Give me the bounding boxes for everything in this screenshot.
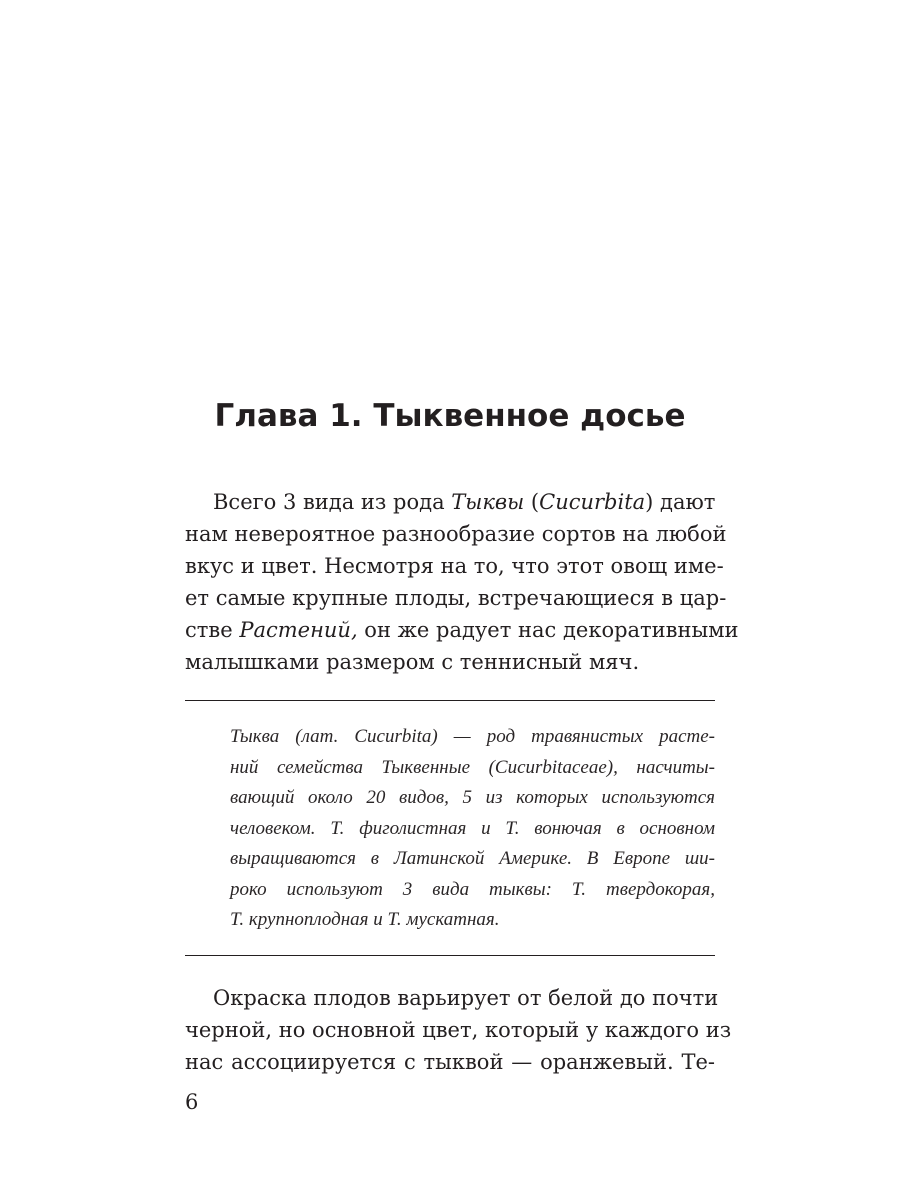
note-top-rule — [185, 700, 715, 701]
intro-line: вкус и цвет. Несмотря на то, что этот овощ име- — [185, 554, 724, 578]
chapter-title: Глава 1. Тыквенное досье — [214, 398, 686, 434]
note-line: роко используют 3 вида тыквы: Т. твердокорая, — [230, 878, 715, 900]
note-line: вающий около 20 видов, 5 из которых используются — [230, 787, 715, 808]
intro-line: стве Растений, он же радует нас декоративными — [185, 618, 739, 642]
intro-line: Всего 3 вида из рода Тыквы (Cucurbita) дают — [213, 490, 716, 514]
outro-line: нас ассоциируется с тыквой — оранжевый. Те- — [185, 1050, 715, 1074]
note-bottom-rule — [185, 955, 715, 956]
note-line: человеком. Т. фиголистная и Т. вонючая в основном — [230, 817, 715, 839]
note-line: Тыква (лат. Cucurbita) — род травянистых расте- — [230, 726, 715, 747]
intro-paragraph — [185, 486, 739, 678]
outro-line: Окраска плодов варьирует от белой до почти — [213, 986, 719, 1010]
note-line: выращиваются в Латинской Америке. В Европе ши- — [230, 848, 715, 869]
note-line: Т. крупноплодная и Т. мускатная. — [230, 909, 500, 930]
sidebar-note — [230, 722, 715, 936]
intro-line: ет самые крупные плоды, встречающиеся в цар- — [185, 586, 727, 610]
intro-line: малышками размером с теннисный мяч. — [185, 650, 640, 674]
outro-line: черной, но основной цвет, который у каждого из — [185, 1018, 732, 1042]
page-number: 6 — [185, 1090, 199, 1114]
outro-paragraph — [185, 982, 732, 1078]
note-line: ний семейства Тыквенные (Cucurbitaceae), насчиты- — [230, 756, 715, 778]
intro-line: нам невероятное разнообразие сортов на любой — [185, 522, 727, 546]
